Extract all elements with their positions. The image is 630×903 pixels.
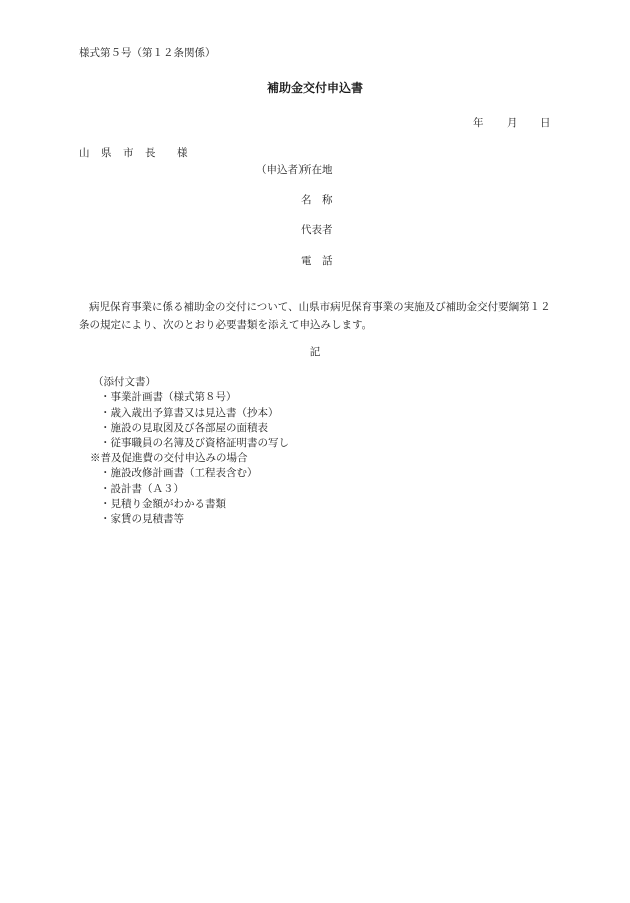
- attachment-note-item: ・見積り金額がわかる書類: [100, 498, 226, 510]
- attachment-note-item: ・設計書（Ａ３）: [100, 483, 184, 495]
- applicant-representative-label: 代表者: [301, 224, 333, 236]
- addressee: [79, 148, 188, 159]
- attachment-note-item: ・家賃の見積書等: [100, 513, 184, 525]
- addressee-char: 市: [123, 147, 134, 159]
- addressee-char: 様: [177, 147, 188, 159]
- applicant-tag: （申込者）: [256, 164, 309, 176]
- addressee-char: 県: [101, 147, 112, 159]
- attachments-heading: （添付文書）: [93, 376, 156, 388]
- body-paragraph: 病児保育事業に係る補助金の交付について、山県市病児保育事業の実施及び補助金交付要綱第１２条の規定により、次のとおり必要書類を添えて申込みします。: [79, 301, 551, 331]
- document-title: 補助金交付申込書: [266, 81, 363, 95]
- attachment-item: ・従事職員の名簿及び資格証明書の写し: [100, 437, 289, 449]
- attachment-item: ・施設の見取図及び各部屋の面積表: [100, 422, 268, 434]
- attachment-note-item: ・施設改修計画書（工程表含む）: [100, 467, 258, 479]
- date-year-label: 年: [473, 117, 484, 129]
- applicant-phone-label: 電 話: [301, 255, 333, 267]
- attachment-item: ・歳入歳出予算書又は見込書（抄本）: [100, 407, 279, 419]
- form-number: 様式第５号（第１２条関係）: [79, 47, 216, 59]
- attachment-item: ・事業計画書（様式第８号）: [100, 391, 237, 403]
- date-day-label: 日: [540, 117, 551, 129]
- applicant-name-label: 名 称: [301, 194, 333, 206]
- ki-marker: 記: [309, 346, 321, 358]
- applicant-address-label: 所在地: [301, 164, 333, 176]
- addressee-char: 山: [79, 147, 90, 159]
- attachment-note: ※普及促進費の交付申込みの場合: [90, 452, 248, 464]
- addressee-char: 長: [145, 147, 156, 159]
- date-month-label: 月: [507, 117, 518, 129]
